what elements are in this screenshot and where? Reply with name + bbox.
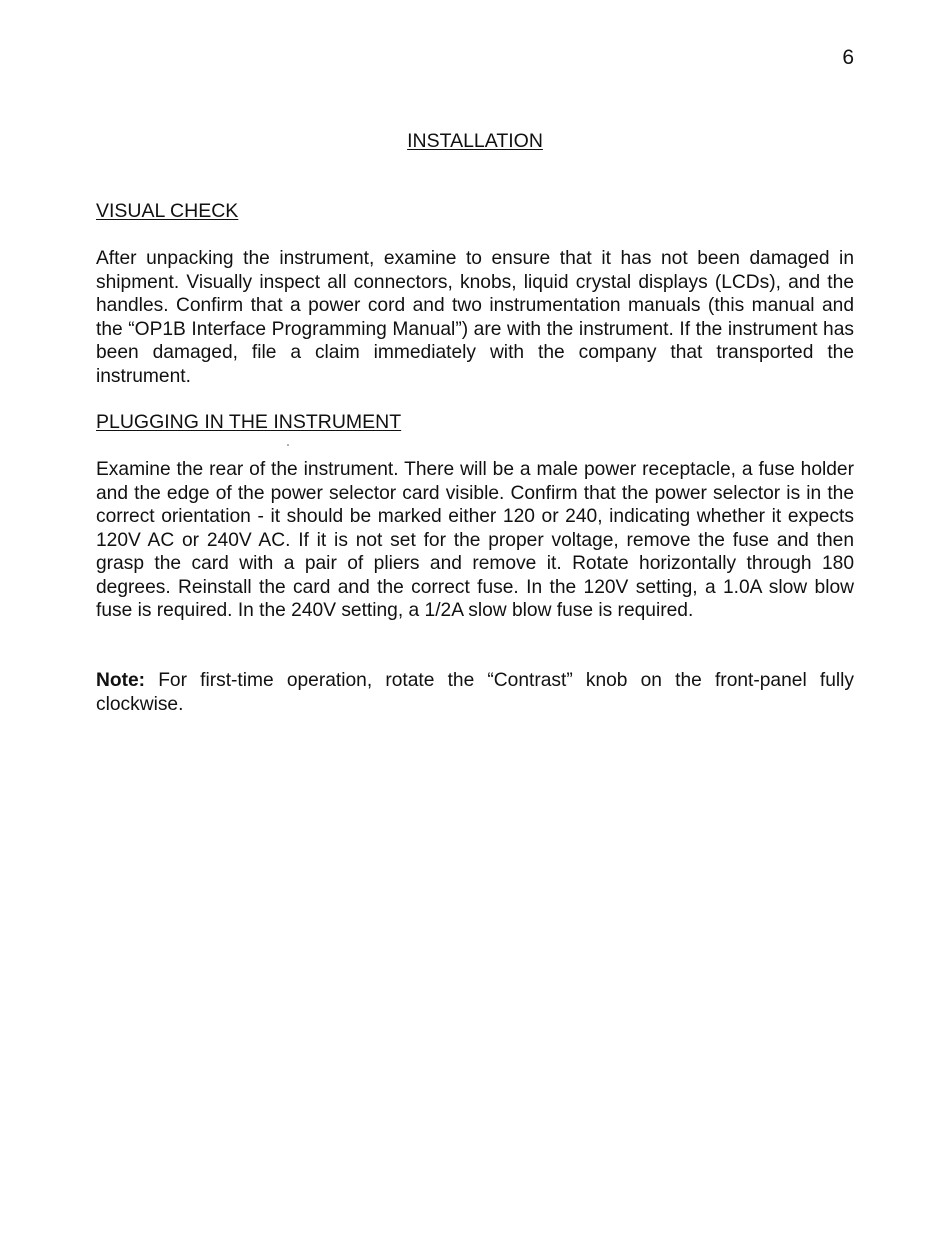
note-text: For first-time operation, rotate the “Contrast” knob on the front-panel fully clockwise. — [96, 670, 854, 715]
section-heading-plugging-in: PLUGGING IN THE INSTRUMENT — [96, 411, 402, 433]
section-body-plugging-in: Examine the rear of the instrument. There will be a male power receptacle, a fuse holder and the edge of the power selector card visible. Confirm that the power selector is in the correct orientation - it should be marked either 120 or 240, indicating whether it expects 120V AC or 240V AC. If it is not set for the proper voltage, remove the fuse and then grasp the card with a pair of pliers and remove it. Rotate horizontally through 180 degrees. Reinstall the card and the correct fuse. In the 120V setting, a 1.0A slow blow fuse is required. In the 240V setting, a 1/2A slow blow fuse is required. — [96, 459, 854, 621]
section-heading-visual-check: VISUAL CHECK — [96, 200, 239, 222]
page-number: 6 — [842, 46, 854, 69]
page-title: INSTALLATION — [407, 130, 543, 152]
note-label: Note: — [96, 670, 146, 691]
note-paragraph — [96, 669, 854, 716]
scan-speck — [287, 444, 289, 446]
section-body-visual-check: After unpacking the instrument, examine to ensure that it has not been damaged in shipment. Visually inspect all connectors, knobs, liquid crystal displays (LCDs), and the handles. Confirm that a power cord and two instrumentation manuals (this manual and the “OP1B Interface Programming Manual”) are with the instrument. If the instrument has been damaged, file a claim immediately with the company that transported the instrument. — [96, 248, 854, 387]
